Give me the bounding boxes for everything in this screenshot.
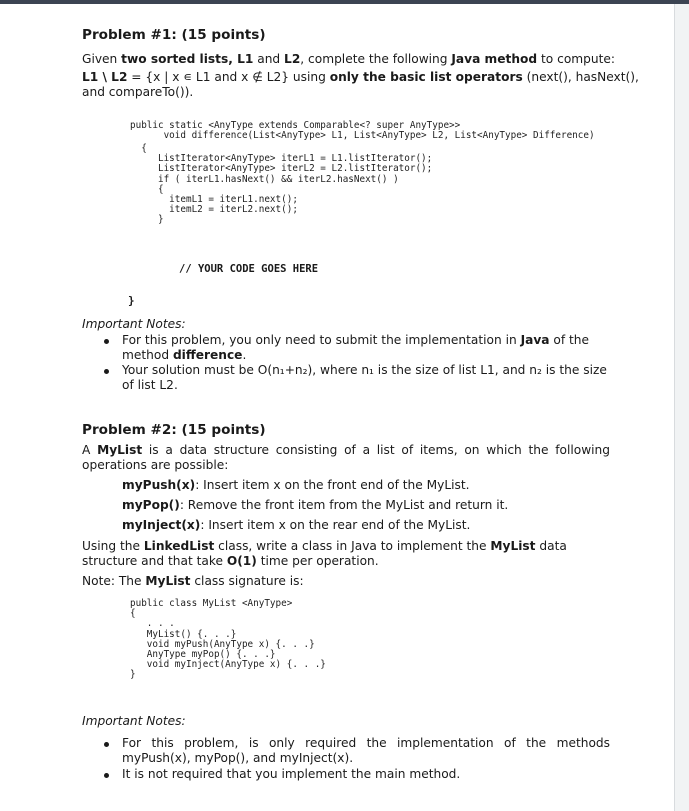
- your-code-comment: // YOUR CODE GOES HERE: [179, 263, 319, 275]
- problem-2-note-2: It is not required that you implement the main method.: [122, 767, 461, 781]
- problem-1-code-body: { ListIterator<AnyType> iterL1 = L1.listIterator(); ListIterator<AnyType> iterL2 = L2.listIterator(); if ( iterL1.hasNext() && iterL2.hasNext() ) { itemL1 = iterL1.next(); itemL2 = iterL2.next(); }: [141, 143, 433, 226]
- problem-2-notes-title: Important Notes:: [82, 714, 186, 728]
- problem-1-intro: Given two sorted lists, L1 and L2, complete the following Java method to compute:: [82, 52, 615, 66]
- scroll-edge[interactable]: [674, 4, 689, 811]
- problem-2-signature-note: Note: The MyList class signature is:: [82, 574, 304, 588]
- bullet-icon: [104, 742, 109, 747]
- problem-1-note-2: Your solution must be O(n₁+n₂), where n₁ is the size of list L1, and n₂ is the size of list L2.: [122, 363, 607, 392]
- problem-1-note-1: For this problem, you only need to submit the implementation in Java of the method difference.: [122, 333, 590, 362]
- closing-brace: }: [128, 294, 135, 307]
- problem-2-intro: A MyList is a data structure consisting of a list of items, on which the following operations are possible:: [82, 443, 611, 472]
- problem-1-notes-title: Important Notes:: [82, 317, 186, 331]
- problem-2-note-1: For this problem, is only required the implementation of the methods myPush(x), myPop(), and myInject(x).: [122, 736, 610, 765]
- bullet-icon: [104, 369, 109, 374]
- problem-2-code: public class MyList <AnyType> { . . . MyList() {. . .} void myPush(AnyType x) {. . .} AnyType myPop() {. . .} void myInject(AnyType x) {. . .} }: [130, 598, 326, 681]
- problem-1-formula-cont: and compareTo()).: [82, 85, 194, 99]
- bullet-icon: [104, 339, 109, 344]
- problem-2-title: Problem #2: (15 points): [82, 422, 266, 438]
- op-my-inject: myInject(x): Insert item x on the rear end of the MyList.: [122, 518, 471, 532]
- problem-1-formula: L1 \ L2 = {x | x ∊ L1 and x ∉ L2} using only the basic list operators (next(), hasNext(),: [82, 70, 639, 84]
- problem-1-title: Problem #1: (15 points): [82, 27, 266, 43]
- problem-2-using: Using the LinkedList class, write a class in Java to implement the MyList data structure and that take O(1) time per operation.: [82, 539, 567, 568]
- bullet-icon: [104, 773, 109, 778]
- problem-1-code-header: public static <AnyType extends Comparable<? super AnyType>> void difference(List<AnyType> L1, List<AnyType> L2, List<AnyType> Difference): [130, 120, 595, 142]
- op-my-pop: myPop(): Remove the front item from the MyList and return it.: [122, 498, 509, 512]
- op-my-push: myPush(x): Insert item x on the front end of the MyList.: [122, 478, 470, 492]
